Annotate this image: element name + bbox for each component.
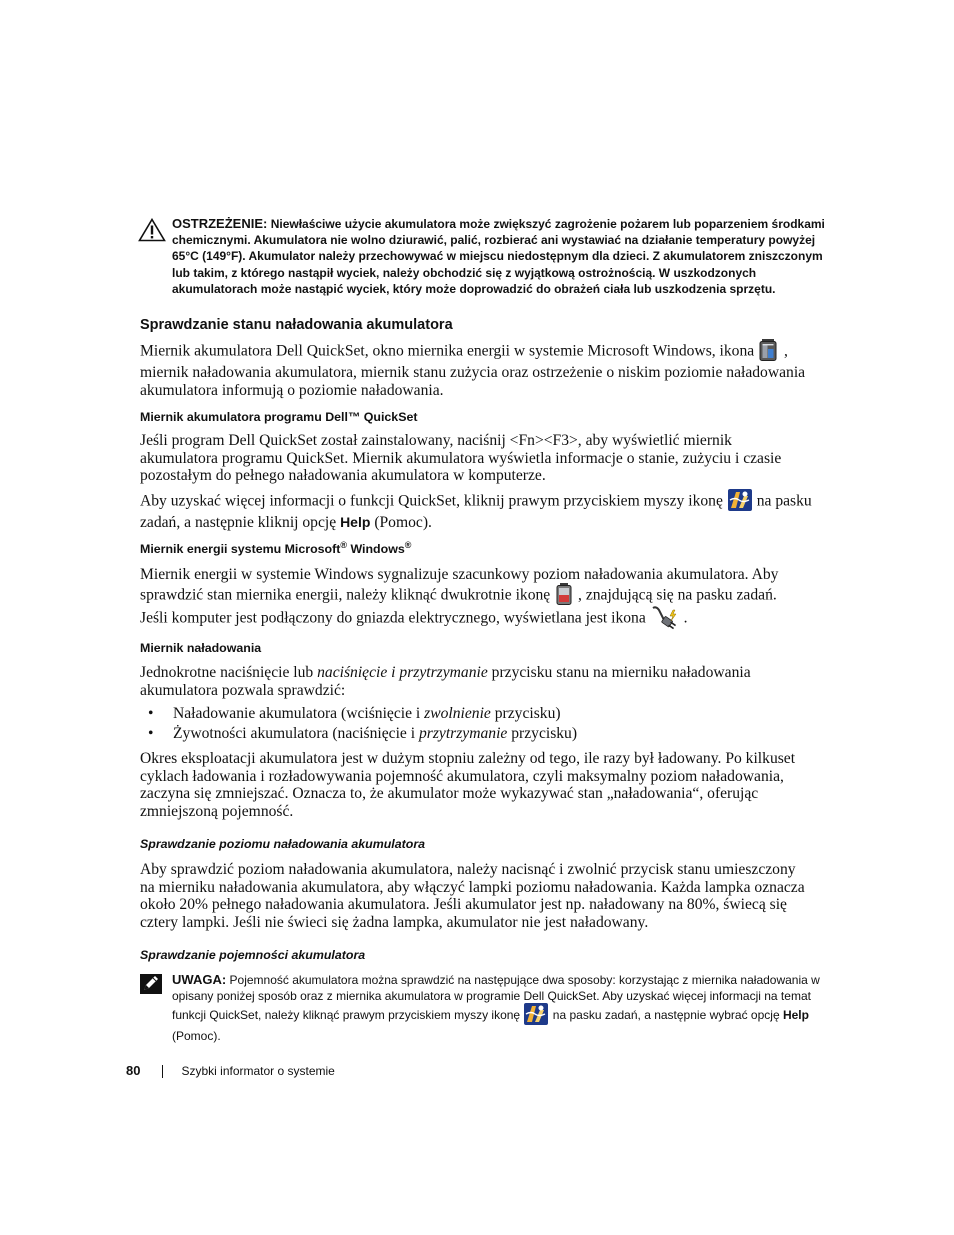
- charge-p1-text-b: przycisku stanu na mierniku naładowania akumulatora pozwala sprawdzić:: [140, 664, 751, 699]
- intro-text-b: , miernik naładowania akumulatora, miernik stanu zużycia oraz ostrzeżenie o niskim poziomie naładowania akumulatora informują o poziomie naładowania.: [140, 342, 806, 399]
- quickset-p2-text-c: (Pomoc).: [374, 514, 432, 531]
- note-text: [172, 972, 838, 1045]
- bullet-1-text-b: przycisku): [494, 705, 561, 722]
- quickset-p2-text-b: na pasku zadań, a następnie kliknij opcję: [140, 492, 812, 531]
- windows-p1-text-b: , znajdującą się na pasku zadań.: [578, 586, 777, 604]
- quickset-icon: [727, 488, 753, 512]
- capacity-heading: Sprawdzanie pojemności akumulatora: [140, 948, 366, 962]
- quickset-paragraph-2: [140, 490, 812, 532]
- warning-label: OSTRZEŻENIE:: [172, 216, 268, 231]
- bullet-2-text-b: przycisku): [511, 725, 578, 743]
- list-item: [140, 705, 812, 723]
- level-paragraph: Aby sprawdzić poziom naładowania akumulatora, należy nacisnąć i zwolnić przycisk stanu umieszczony na mierniku naładowania akumulatora, aby włączyć lampki poziomu naładowania. Każda lampka oznacza około 20% pełnego naładowania akumulatora. Jeśli akumulator jest np. naładowany na 80%, świecą się cztery lampki. Jeśli nie świeci się żadna lampka, akumulator nie jest naładowany.: [140, 861, 805, 931]
- bullet-marker: •: [148, 725, 154, 743]
- section-heading: Sprawdzanie stanu naładowania akumulatora: [140, 317, 453, 333]
- bullet-2-text-a: Żywotności akumulatora (naciśnięcie i: [173, 725, 416, 743]
- power-meter-icon: [554, 582, 574, 606]
- quickset-heading: Miernik akumulatora programu Dell™ QuickSet: [140, 410, 418, 424]
- quickset-p2-text-a: Aby uzyskać więcej informacji o funkcji QuickSet, kliknij prawym przyciskiem myszy ikonę: [140, 492, 723, 510]
- charge-p1-text-a: Jednokrotne naciśnięcie lub: [140, 664, 314, 681]
- note-text-a: Pojemność akumulatora można sprawdzić na następujące dwa sposoby: korzystając z miernika naładowania w opisany poniżej sposób oraz z miernika akumulatora w programie Dell QuickSet. Aby uzyskać więcej informacji na temat funkcji QuickSet, należy kliknąć prawym przyciskiem myszy ikonę: [172, 973, 820, 1023]
- footer-title: Szybki informator o systemie: [181, 1064, 335, 1078]
- charge-p1-italic: naciśnięcie i przytrzymanie: [317, 664, 488, 681]
- note-help-option: Help: [782, 1008, 809, 1023]
- warning-body: Niewłaściwe użycie akumulatora może zwiększyć zagrożenie pożarem lub poparzeniem środkami chemicznymi. Akumulatora nie wolno dziurawić, palić, rozbierać ani wystawiać na działanie temperatury powyżej 65°C (149°F). Akumulator należy przechowywać w miejscu niedostępnym dla dzieci. Z akumulatorem zniszczonym lub takim, z którego nastąpił wyciek, należy obchodzić się z wyjątkową ostrożnością. W uszkodzonych akumulatorach może nastąpić wyciek, który może doprowadzić do obrażeń ciała lub uszkodzenia sprzętu.: [172, 217, 825, 296]
- bullet-marker: •: [148, 705, 154, 722]
- windows-p1-text-a: Miernik energii w systemie Windows sygnalizuje szacunkowy poziom naładowania akumulatora. Aby sprawdzić stan miernika energii, należy kliknąć dwukrotnie ikonę: [140, 566, 779, 604]
- quickset-paragraph-1: Jeśli program Dell QuickSet został zainstalowany, naciśnij <Fn><F3>, aby wyświetlić miernik akumulatora programu QuickSet. Miernik akumulatora wyświetla informacje o stanie, zużyciu i czasie pozostałym do pełnego naładowania akumulatora w komputerze.: [140, 432, 782, 485]
- section-intro: [140, 340, 812, 399]
- bullet-2-italic: przytrzymanie: [418, 725, 508, 743]
- note-text-b: na pasku zadań, a następnie wybrać opcję: [552, 1008, 780, 1023]
- registered-mark-2: ®: [404, 540, 412, 550]
- charge-paragraph-2: Okres eksploatacji akumulatora jest w dużym stopniu zależny od tego, ile razy był ładowany. Po kilkuset cyklach ładowania i rozładowywania pojemność akumulatora, czyli maksymalny poziom naładowania, zaczyna się zmniejszać. Oznacza to, że akumulator może wykazywać stan „naładowania“, oferując zmniejszoną pojemność.: [140, 750, 796, 820]
- note-text-c: (Pomoc).: [172, 1029, 221, 1044]
- level-heading: Sprawdzanie poziomu naładowania akumulatora: [140, 837, 426, 851]
- bullet-1-italic: zwolnienie: [424, 705, 491, 722]
- note-block: [138, 972, 838, 1045]
- windows-paragraph-2: [140, 606, 812, 632]
- windows-paragraph-1: [140, 566, 812, 608]
- warning-block: [138, 216, 828, 297]
- note-label: UWAGA:: [172, 972, 227, 987]
- footer-divider: [162, 1065, 163, 1078]
- quickset-icon: [523, 1002, 549, 1026]
- list-item: [140, 725, 812, 743]
- intro-text-a: Miernik akumulatora Dell QuickSet, okno miernika energii w systemie Microsoft Windows, ikona: [140, 342, 755, 360]
- note-pencil-icon: [140, 974, 162, 994]
- windows-heading-b: Windows: [347, 542, 405, 557]
- warning-triangle-icon: [138, 218, 166, 242]
- page-number: 80: [126, 1063, 141, 1078]
- registered-mark-1: ®: [340, 540, 348, 550]
- battery-meter-icon: [758, 338, 780, 362]
- windows-p2-text-b: .: [683, 609, 688, 627]
- bullet-1-text-a: Naładowanie akumulatora (wciśnięcie i: [173, 705, 421, 722]
- windows-heading: [140, 540, 411, 556]
- page-footer: [126, 1063, 335, 1078]
- windows-heading-a: Miernik energii systemu Microsoft: [140, 542, 341, 557]
- charge-bullet-list: [140, 705, 812, 745]
- ac-power-plug-icon: [650, 604, 680, 630]
- charge-heading: Miernik naładowania: [140, 641, 262, 655]
- charge-paragraph-1: [140, 664, 812, 699]
- windows-p2-text-a: Jeśli komputer jest podłączony do gniazda elektrycznego, wyświetlana jest ikona: [140, 609, 646, 627]
- warning-text: [172, 216, 828, 297]
- help-option: Help: [340, 514, 371, 530]
